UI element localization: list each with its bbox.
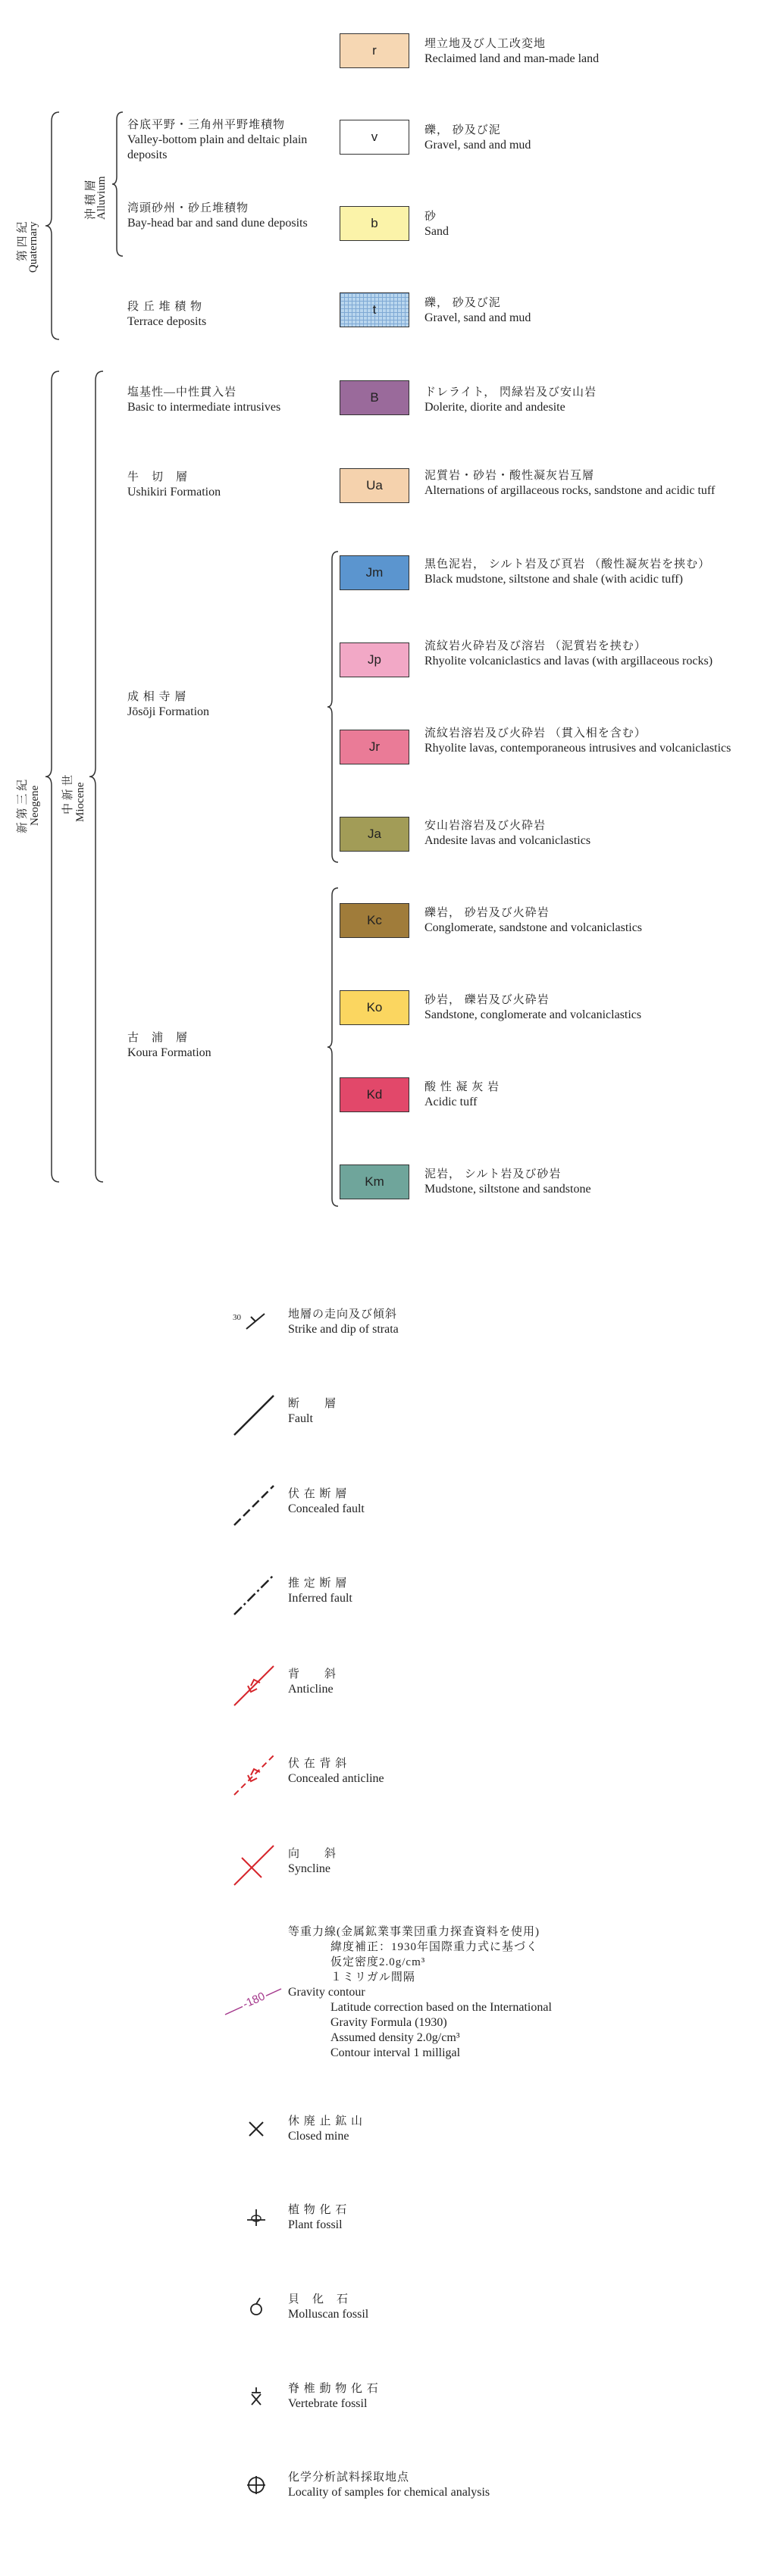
unit-name-Ua: 牛 切 層 Ushikiri Formation — [127, 471, 221, 499]
gravity-contour-text: 等重力線(金属鉱業事業団重力探査資料を使用) 緯度補正：1930年国際重力式に基づく 仮定密度2.0g/cm³ １ミリガル間隔 Gravity contour Latitude correction based on the International Gravity Formula (1930) Assumed density 2.0g/cm³ Contour interval 1 milligal — [288, 1926, 552, 2059]
neogene-label-en: Neogene — [29, 785, 41, 826]
desc-Ko: 砂岩， 礫岩及び火砕岩 Sandstone, conglomerate and volcaniclastics — [424, 994, 642, 1021]
unit-name-b: 湾頭砂州・砂丘堆積物 Bay-head bar and sand dune deposits — [127, 202, 308, 230]
concealed-fault-text: 伏 在 断 層 Concealed fault — [288, 1488, 365, 1515]
concealed-anticline-text: 伏 在 背 斜 Concealed anticline — [288, 1758, 384, 1785]
inferred-fault-text: 推 定 断 層 Inferred fault — [288, 1577, 352, 1605]
fault-icon — [231, 1393, 277, 1438]
legend-box-r: r — [340, 33, 409, 68]
legend-box-v: v — [340, 120, 409, 155]
anticline-icon — [231, 1663, 277, 1708]
neogene-bracket — [45, 371, 61, 1182]
unit-name-v: 谷底平野・三角州平野堆積物 Valley-bottom plain and deltaic plain deposits — [127, 119, 308, 161]
desc-r: 埋立地及び人工改変地 Reclaimed land and man-made land — [424, 38, 600, 65]
legend-box-Jr: Jr — [340, 730, 409, 764]
desc-Kc: 礫岩， 砂岩及び火砕岩 Conglomerate, sandstone and volcaniclastics — [424, 907, 643, 934]
legend-box-Kc: Kc — [340, 903, 409, 938]
quaternary-label-en: Quaternary — [27, 221, 39, 273]
desc-Km: 泥岩， シルト岩及び砂岩 Mudstone, siltstone and sandstone — [424, 1168, 591, 1196]
desc-t: 礫， 砂及び泥 Gravel, sand and mud — [424, 297, 531, 324]
legend-box-B: B — [340, 380, 409, 415]
legend-box-t: t — [340, 292, 409, 327]
desc-Jr: 流紋岩溶岩及び火砕岩 （貫入相を含む） Rhyolite lavas, contemporaneous intrusives and volcaniclastics — [424, 727, 731, 755]
legend-box-Ko: Ko — [340, 990, 409, 1025]
anticline-text: 背 斜 Anticline — [288, 1668, 337, 1696]
chemical-sample-text: 化学分析試料採取地点 Locality of samples for chemical analysis — [288, 2471, 490, 2499]
fault-text: 断 層 Fault — [288, 1398, 337, 1425]
concealed-fault-icon — [231, 1483, 277, 1528]
miocene-label-en: Miocene — [74, 782, 86, 822]
legend-box-b: b — [340, 206, 409, 241]
koura-bracket — [327, 888, 340, 1206]
desc-b: 砂 Sand — [424, 211, 449, 238]
legend-box-Ua: Ua — [340, 468, 409, 503]
legend-box-Jm: Jm — [340, 555, 409, 590]
syncline-text: 向 斜 Syncline — [288, 1848, 337, 1875]
formation-koura: 古 浦 層 Koura Formation — [127, 1032, 211, 1059]
gravity-contour-icon — [224, 1981, 284, 2019]
closed-mine-text: 休 廃 止 鉱 山 Closed mine — [288, 2115, 364, 2143]
desc-Kd: 酸 性 凝 灰 岩 Acidic tuff — [424, 1081, 500, 1108]
syncline-icon — [231, 1843, 277, 1888]
alluvium-label-ja: 沖 積 層 — [85, 180, 97, 220]
quaternary-label-ja: 第 四 紀 — [17, 221, 29, 261]
strike-dip-text: 地層の走向及び傾斜 Strike and dip of strata — [288, 1308, 399, 1336]
molluscan-fossil-icon — [245, 2296, 268, 2318]
formation-josoji: 成 相 寺 層 Jōsōji Formation — [127, 691, 210, 718]
plant-fossil-icon — [245, 2206, 268, 2229]
molluscan-fossil-text: 貝 化 石 Molluscan fossil — [288, 2293, 369, 2321]
desc-Jp: 流紋岩火砕岩及び溶岩 （泥質岩を挟む） Rhyolite volcaniclastics and lavas (with argillaceous rocks) — [424, 640, 713, 667]
vertebrate-fossil-icon — [245, 2385, 268, 2408]
miocene-bracket — [89, 371, 105, 1182]
inferred-fault-icon — [231, 1572, 277, 1618]
desc-Ua: 泥質岩・砂岩・酸性凝灰岩互層 Alternations of argillaceous rocks, sandstone and acidic tuff — [424, 470, 716, 497]
desc-v: 礫， 砂及び泥 Gravel, sand and mud — [424, 124, 531, 152]
vertebrate-fossil-text: 脊 椎 動 物 化 石 Vertebrate fossil — [288, 2383, 379, 2410]
quaternary-bracket — [45, 112, 61, 339]
josoji-bracket — [327, 552, 340, 862]
legend-box-Kd: Kd — [340, 1077, 409, 1112]
chemical-sample-icon — [245, 2474, 268, 2496]
unit-name-B: 塩基性―中性貫入岩 Basic to intermediate intrusives — [127, 386, 281, 414]
miocene-label-ja: 中 新 世 — [62, 774, 74, 814]
strike-dip-icon — [231, 1308, 269, 1338]
desc-Jm: 黒色泥岩， シルト岩及び頁岩 （酸性凝灰岩を挟む） Black mudstone, siltstone and shale (with acidic tuff) — [424, 558, 711, 586]
neogene-label-ja: 新 第 三 紀 — [17, 779, 29, 833]
concealed-anticline-icon — [231, 1752, 277, 1798]
legend-box-Jp: Jp — [340, 642, 409, 677]
desc-B: ドレライト， 閃緑岩及び安山岩 Dolerite, diorite and andesite — [424, 386, 597, 414]
gravity-contour-value: -180 — [240, 1990, 268, 2012]
plant-fossil-text: 植 物 化 石 Plant fossil — [288, 2204, 348, 2231]
alluvium-label-en: Alluvium — [96, 176, 108, 220]
strike-dip-value: 30 — [233, 1313, 241, 1322]
legend-box-Km: Km — [340, 1165, 409, 1199]
legend-box-Ja: Ja — [340, 817, 409, 852]
closed-mine-icon — [245, 2118, 268, 2140]
unit-name-t: 段 丘 堆 積 物 Terrace deposits — [127, 301, 207, 328]
alluvium-bracket — [112, 112, 124, 256]
desc-Ja: 安山岩溶岩及び火砕岩 Andesite lavas and volcaniclastics — [424, 820, 591, 847]
